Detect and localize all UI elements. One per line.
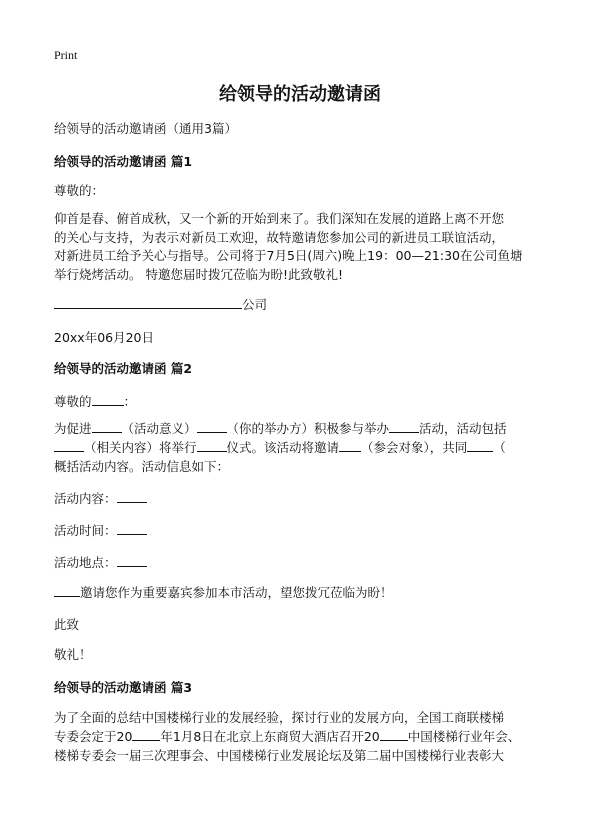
text-run: 中国楼梯行业年会、 bbox=[407, 729, 521, 744]
closing-line-2: 敬礼！ bbox=[54, 647, 92, 662]
section-1-salutation: 尊敬的： bbox=[54, 183, 105, 198]
section-2-line-2 bbox=[54, 439, 506, 458]
section-2-heading: 给领导的活动邀请函 篇2 bbox=[54, 361, 193, 376]
text-run: 专委会定于20 bbox=[54, 729, 133, 744]
document-subtitle: 给领导的活动邀请函（通用3篇） bbox=[54, 121, 237, 136]
page-title: 给领导的活动邀请函 bbox=[219, 84, 381, 105]
section-1-heading: 给领导的活动邀请函 篇1 bbox=[54, 154, 193, 169]
text-run: （ bbox=[493, 440, 506, 455]
text-run: （活动意义） bbox=[121, 421, 197, 436]
section-1-line: 对新进员工给予关心与指导。公司将于7月5日(周六)晚上19：00—21:30在公司鱼塘 bbox=[54, 248, 523, 263]
fill-blank bbox=[132, 728, 160, 741]
section-3-body bbox=[54, 708, 520, 765]
fill-blank bbox=[92, 420, 122, 433]
section-3-line-2 bbox=[54, 727, 520, 746]
section-3-line: 为了全面的总结中国楼梯行业的发展经验，探讨行业的发展方向，全国工商联楼梯 bbox=[54, 710, 505, 725]
text-run: 年1月8日在北京上东商贸大酒店召开20 bbox=[160, 729, 380, 744]
section-1-line: 仰首是春、俯首成秋，又一个新的开始到来了。我们深知在发展的道路上离不开您 bbox=[54, 211, 505, 226]
fill-blank bbox=[389, 420, 419, 433]
fill-blank bbox=[197, 439, 227, 452]
fill-blank bbox=[54, 439, 84, 452]
section-1-body bbox=[54, 210, 523, 284]
print-label: Print bbox=[54, 48, 78, 62]
section-2-line-3: 概括活动内容。活动信息如下： bbox=[54, 459, 230, 474]
company-label: 公司 bbox=[242, 297, 268, 312]
activity-content-label: 活动内容： bbox=[54, 491, 117, 506]
activity-time bbox=[54, 520, 147, 542]
company-signature bbox=[54, 294, 267, 316]
salutation-blank bbox=[92, 393, 124, 406]
fill-blank bbox=[54, 584, 80, 597]
activity-place-label: 活动地点： bbox=[54, 555, 117, 570]
text-run: （相关内容）将举行 bbox=[84, 440, 197, 455]
company-blank bbox=[54, 296, 242, 309]
section-3-heading: 给领导的活动邀请函 篇3 bbox=[54, 680, 193, 695]
text-run: 活动，活动包括 bbox=[419, 421, 507, 436]
fill-blank bbox=[117, 522, 147, 535]
section-2-salutation bbox=[54, 391, 136, 413]
invite-line bbox=[54, 582, 393, 604]
text-run: 仪式。该活动将邀请 bbox=[226, 440, 340, 455]
fill-blank bbox=[339, 439, 361, 452]
fill-blank bbox=[117, 490, 147, 503]
fill-blank bbox=[117, 554, 147, 567]
text-run: （参会对象），共同 bbox=[361, 440, 468, 455]
fill-blank bbox=[380, 728, 408, 741]
section-2-line-1 bbox=[54, 420, 507, 439]
invite-text: 邀请您作为重要嘉宾参加本市活动，望您拨冗莅临为盼！ bbox=[80, 585, 393, 600]
activity-time-label: 活动时间： bbox=[54, 523, 117, 538]
section-3-line: 楼梯专委会一届三次理事会、中国楼梯行业发展论坛及第二届中国楼梯行业表彰大 bbox=[54, 748, 505, 763]
section-1-line: 的关心与支持，为表示对新员工欢迎，故特邀请您参加公司的新进员工联谊活动， bbox=[54, 229, 505, 245]
closing-line-1: 此致 bbox=[54, 617, 80, 632]
text-run: （你的举办方）积极参与举办 bbox=[226, 421, 390, 436]
salutation-colon: ： bbox=[123, 394, 137, 409]
section-1-date: 20xx年06月20日 bbox=[54, 330, 155, 345]
activity-content bbox=[54, 488, 147, 510]
section-1-line: 举行烧烤活动。 特邀您届时拨冗莅临为盼!此致敬礼! bbox=[54, 266, 343, 282]
fill-blank bbox=[197, 420, 227, 433]
salutation-text: 尊敬的 bbox=[54, 394, 92, 409]
text-run: 为促进 bbox=[54, 421, 92, 436]
fill-blank bbox=[467, 439, 493, 452]
activity-place bbox=[54, 552, 147, 574]
